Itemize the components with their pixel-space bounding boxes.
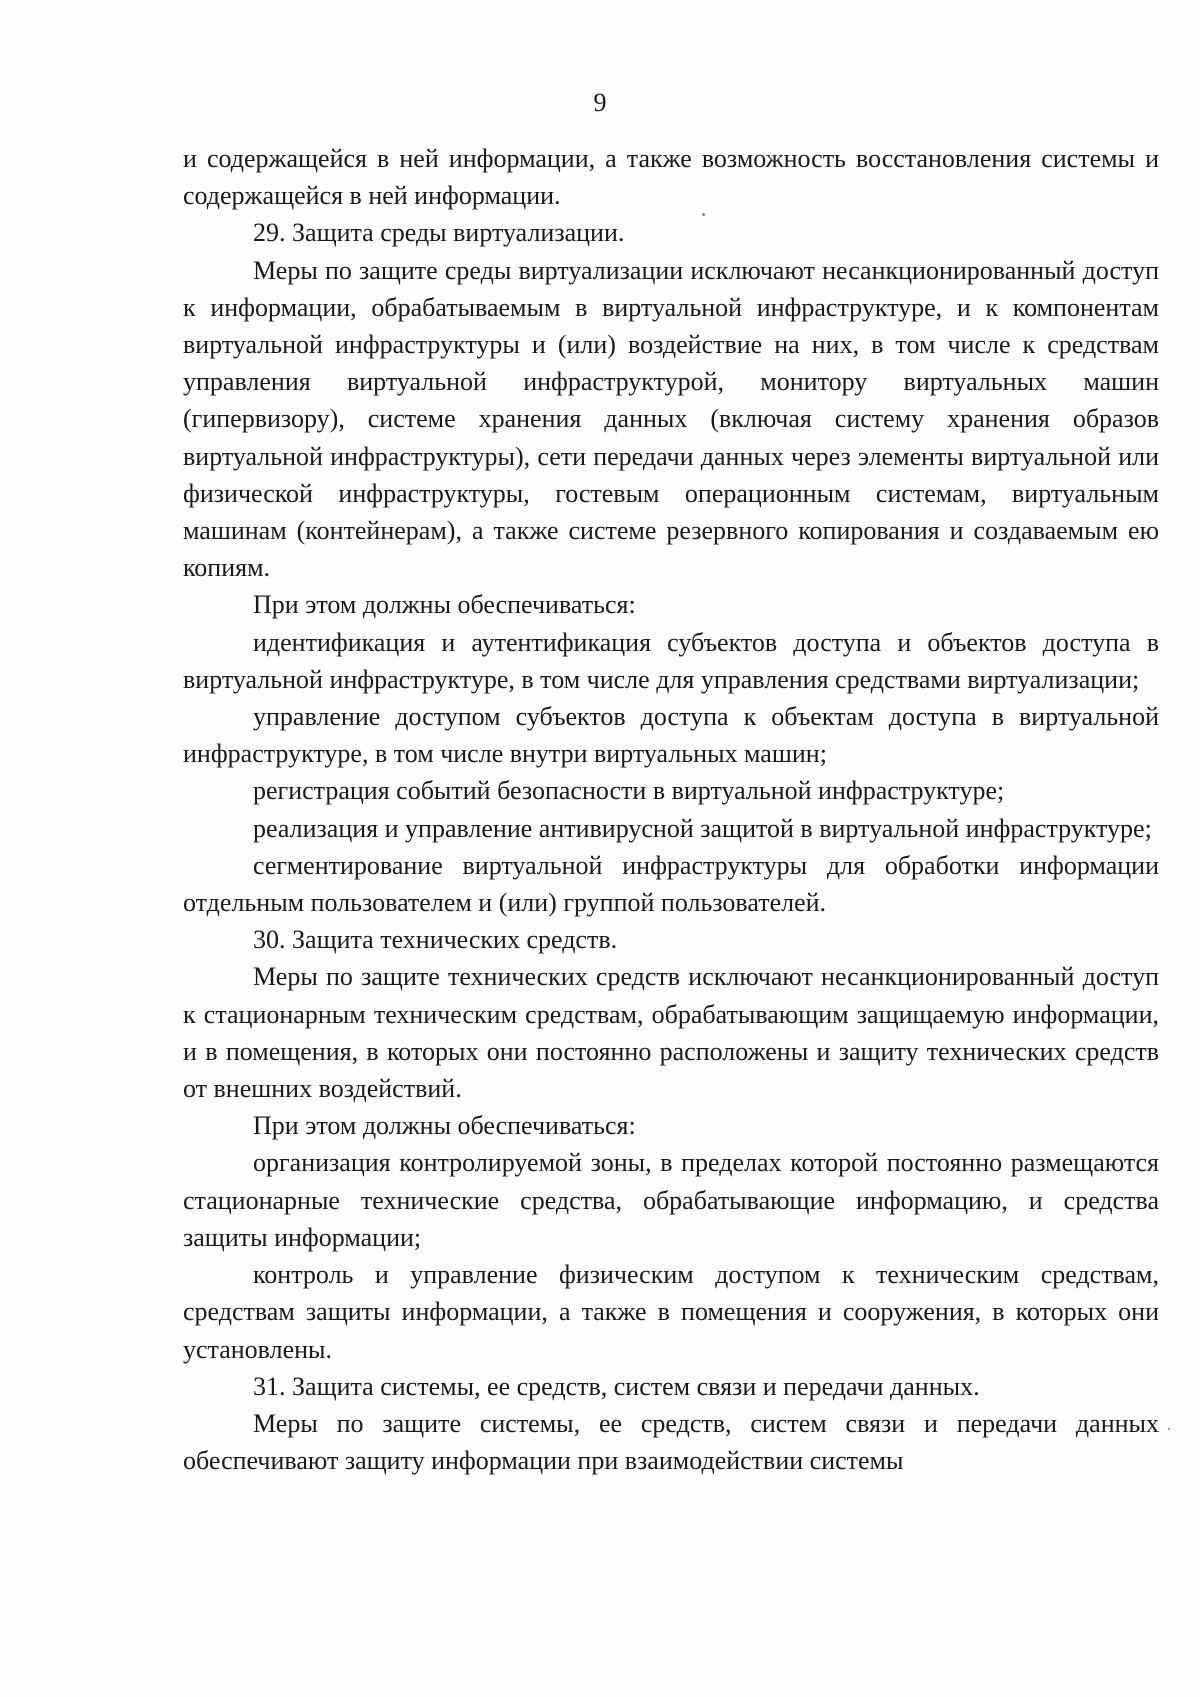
document-body: [183, 140, 1159, 1479]
list-item-controlled-zone: организация контролируемой зоны, в пределах которой постоянно размещаются стационарные технические средства, обрабатывающие информацию, и средства защиты информации;: [183, 1148, 1159, 1252]
scan-speck: [1168, 1428, 1170, 1430]
page-number: 9: [593, 88, 607, 117]
paragraph-requirements-intro-2: При этом должны обеспечиваться:: [253, 1111, 636, 1141]
list-item-event-logging: регистрация событий безопасности в виртуальной инфраструктуре;: [253, 776, 1005, 806]
list-item-antivirus: реализация и управление антивирусной защитой в виртуальной инфраструктуре;: [253, 813, 1152, 843]
paragraph-continuation: и содержащейся в ней информации, а также возможность восстановления системы и содержащейся в ней информации.: [183, 144, 1159, 211]
list-item-physical-access: контроль и управление физическим доступом к техническим средствам, средствам защиты информации, а также в помещения и сооружения, в которых они установлены.: [183, 1260, 1159, 1364]
section-heading-30: 30. Защита технических средств.: [253, 925, 618, 955]
scan-speck: [702, 213, 705, 216]
section-heading-29: 29. Защита среды виртуализации.: [253, 218, 625, 248]
paragraph-virtualization-measures: Меры по защите среды виртуализации исключают несанкционированный доступ к информации, обрабатываемым в виртуальной инфраструктуре, и к компонентам виртуальной инфраструктуры и (или) воздействие на них, в том числе к средствам управления виртуальной инфраструктурой, монитору виртуальных машин (гипервизору), системе хранения данных (включая систему хранения образов виртуальной инфраструктуры), сети передачи данных через элементы виртуальной или физической инфраструктуры, гостевым операционным системам, виртуальным машинам (контейнерам), а также системе резервного копирования и создаваемым ею копиям.: [183, 255, 1159, 583]
section-heading-31: 31. Защита системы, ее средств, систем связи и передачи данных.: [253, 1371, 980, 1401]
paragraph-hardware-measures: Меры по защите технических средств исключают несанкционированный доступ к стационарным техническим средствам, обрабатывающим защищаемую информации, и в помещения, в которых они постоянно расположены и защиту технических средств от внешних воздействий.: [183, 962, 1159, 1104]
paragraph-communication-measures: Меры по защите системы, ее средств, систем связи и передачи данных обеспечивают защиту информации при взаимодействии системы: [183, 1408, 1159, 1476]
list-item-access-control: управление доступом субъектов доступа к объектам доступа в виртуальной инфраструктуре, в том числе внутри виртуальных машин;: [183, 702, 1159, 769]
list-item-identification: идентификация и аутентификация субъектов доступа и объектов доступа в виртуальной инфраструктуре, в том числе для управления средствами виртуализации;: [183, 627, 1159, 694]
paragraph-requirements-intro: При этом должны обеспечиваться:: [253, 590, 636, 620]
list-item-segmentation: сегментирование виртуальной инфраструктуры для обработки информации отдельным пользователем и (или) группой пользователей.: [183, 850, 1159, 918]
